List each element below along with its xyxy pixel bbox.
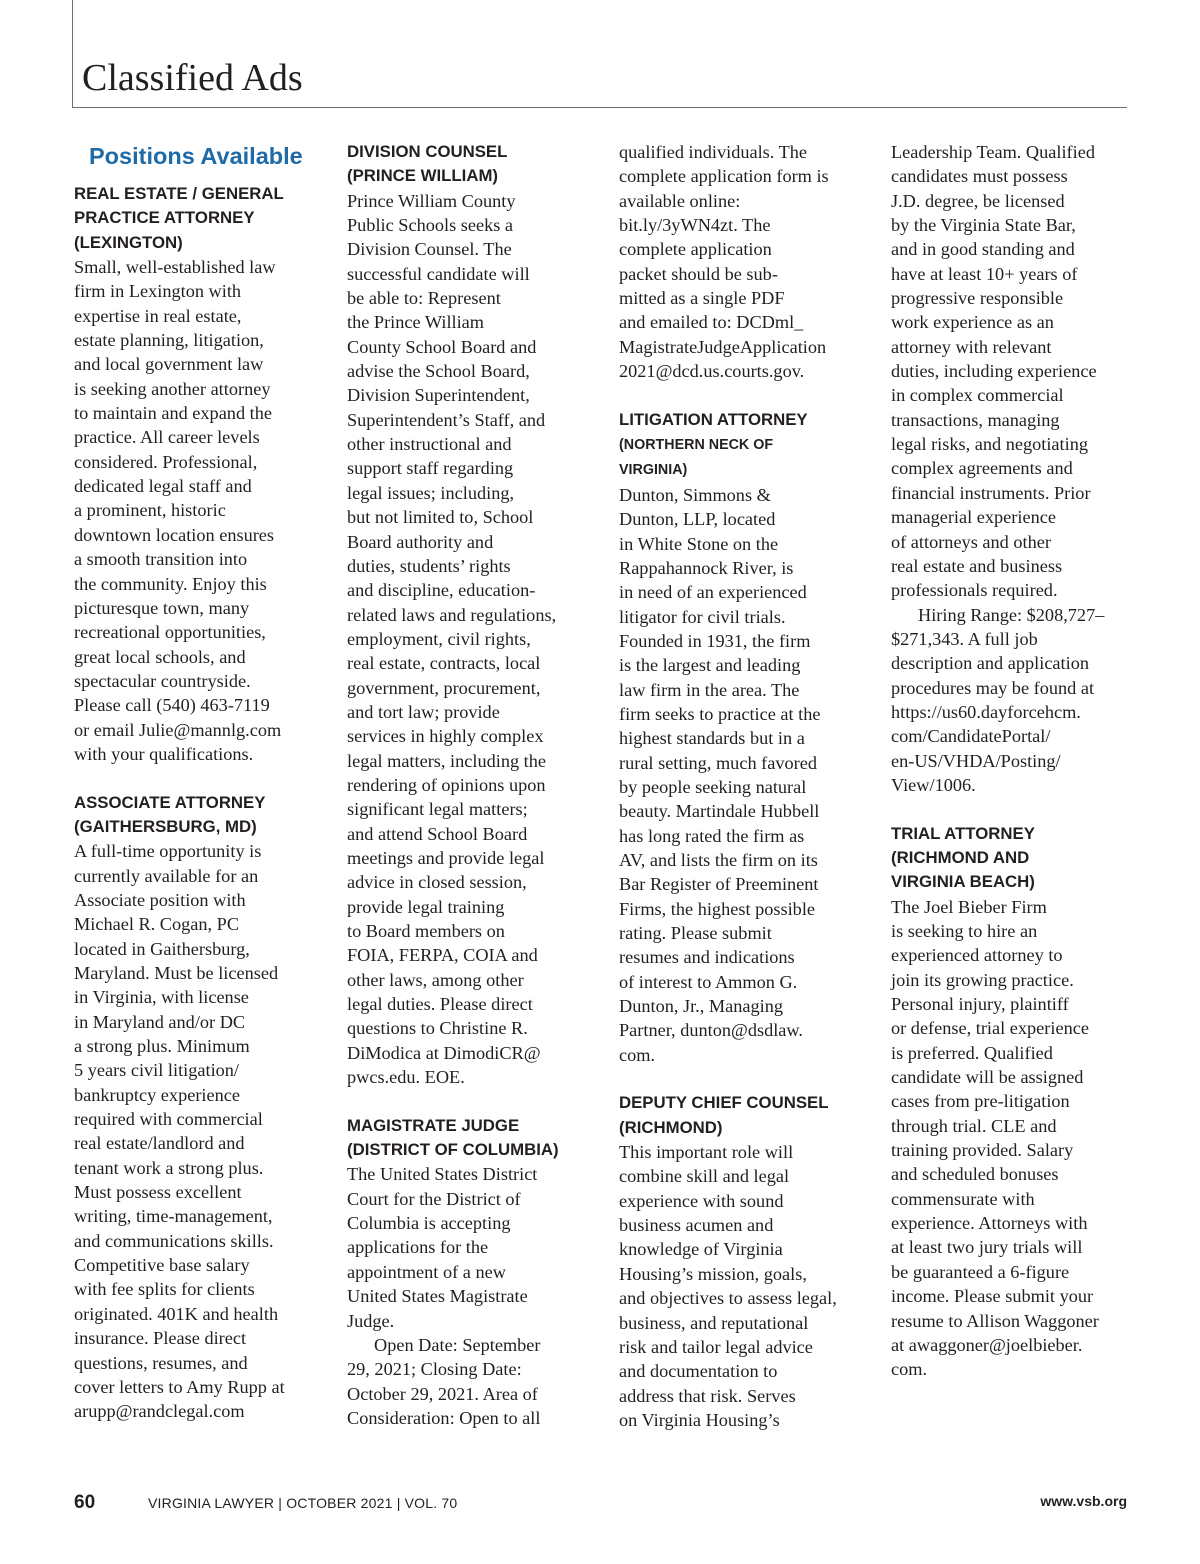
ad-title-line: LITIGATION ATTORNEY: [619, 409, 808, 429]
ad-text-line: applications for the: [347, 1237, 489, 1258]
ad-text-line: business acumen and: [619, 1215, 774, 1236]
ad-text-line: bankruptcy experience: [74, 1084, 240, 1105]
ad-text-line: downtown location ensures: [74, 524, 275, 545]
ad-text-line: and scheduled bonuses: [891, 1164, 1059, 1185]
ad-text-line: legal duties. Please direct: [347, 994, 533, 1015]
ad-text-line: com.: [619, 1044, 656, 1065]
ad-text-line: complete application: [619, 239, 772, 260]
ad-text-line: and documentation to: [619, 1361, 778, 1382]
ad-text-line: a smooth transition into: [74, 549, 248, 570]
ad-text-line: is seeking to hire an: [891, 921, 1038, 941]
ad-title: [619, 1091, 855, 1140]
ad-text-line: Dunton, Simmons &: [619, 484, 771, 505]
column-3: [619, 140, 855, 1457]
ad-paragraph: [891, 140, 1127, 603]
ad-text-line: have at least 10+ years of: [891, 263, 1078, 284]
ad-title-line: (LEXINGTON): [74, 232, 183, 252]
ad-text-line: with fee splits for clients: [74, 1279, 255, 1300]
ad-paragraph: [619, 1140, 855, 1432]
ad-text-line: procedures may be found at: [891, 677, 1095, 698]
ad-text-line: Public Schools seeks a: [347, 215, 514, 236]
ad-text-line: Firms, the highest possible: [619, 898, 816, 919]
ad-text-line: real estate/landlord and: [74, 1133, 245, 1154]
ad-text-line: Must possess excellent: [74, 1182, 242, 1203]
ad-text-line: Housing’s mission, goals,: [619, 1263, 807, 1284]
ad-text-line: Leadership Team. Qualified: [891, 142, 1095, 162]
ad-text-line: work experience as an: [891, 312, 1054, 333]
ad-text-line: writing, time-management,: [74, 1206, 273, 1227]
ad-text-line: experience. Attorneys with: [891, 1213, 1088, 1234]
ad-text-line: services in highly complex: [347, 726, 544, 747]
ad-text-line: bit.ly/3yWN4zt. The: [619, 215, 771, 236]
ad-text-line: experienced attorney to: [891, 945, 1063, 966]
ad-title-line: VIRGINIA BEACH): [891, 872, 1035, 892]
ad-text-line: and in good standing and: [891, 239, 1075, 260]
ad-text-line: appointment of a new: [347, 1261, 506, 1282]
ad-text-line: available online:: [619, 190, 741, 211]
ad-text-line: October 29, 2021. Area of: [347, 1383, 538, 1404]
ad-text-line: rendering of opinions upon: [347, 774, 546, 795]
ad-text-line: and objectives to assess legal,: [619, 1288, 837, 1309]
ad-text-line: real estate and business: [891, 555, 1063, 576]
ad-paragraph: [74, 255, 310, 766]
classified-ad: [619, 1091, 855, 1432]
ad-text-line: risk and tailor legal advice: [619, 1336, 813, 1357]
ad-text-line: and discipline, education-: [347, 580, 536, 601]
ad-text-line: Consideration: Open to all: [347, 1407, 541, 1428]
ad-title-line: (RICHMOND AND: [891, 847, 1030, 867]
ad-text-line: highest standards but in a: [619, 728, 805, 749]
ad-text-line: support staff regarding: [347, 458, 514, 479]
classified-ad: [74, 182, 310, 766]
ad-subtitle-line: (NORTHERN NECK OF: [619, 437, 774, 454]
ad-title-line: (GAITHERSBURG, MD): [74, 816, 257, 836]
ad-text-line: significant legal matters;: [347, 799, 528, 820]
ad-text-line: questions, resumes, and: [74, 1352, 248, 1373]
ad-text-line: dedicated legal staff and: [74, 476, 252, 497]
ad-text-line: address that risk. Serves: [619, 1385, 796, 1406]
ad-text-line: a prominent, historic: [74, 500, 226, 521]
ad-text-line: candidate will be assigned: [891, 1067, 1084, 1088]
ad-title-line: REAL ESTATE / GENERAL: [74, 184, 284, 203]
ad-text-line: government, procurement,: [347, 677, 541, 698]
ad-title: [74, 182, 310, 255]
ad-text-line: at least two jury trials will: [891, 1237, 1083, 1258]
ad-text-line: but not limited to, School: [347, 507, 534, 528]
ad-text-line: Rappahannock River, is: [619, 557, 794, 578]
ad-text-line: complex agreements and: [891, 458, 1073, 479]
ad-subtitle-line: VIRGINIA): [619, 462, 688, 479]
ad-text-line: income. Please submit your: [891, 1286, 1094, 1307]
column-4: [891, 140, 1127, 1406]
ad-text-line: law firm in the area. The: [619, 679, 800, 700]
ad-text-line: at awaggoner@joelbieber.: [891, 1334, 1083, 1355]
ad-text-line: be able to: Represent: [347, 288, 501, 309]
ad-text-line: currently available for an: [74, 865, 259, 886]
ad-text-line: The Joel Bieber Firm: [891, 896, 1047, 917]
ad-title-line: MAGISTRATE JUDGE: [347, 1115, 520, 1135]
ad-text-line: in Maryland and/or DC: [74, 1011, 246, 1032]
ad-text-line: 29, 2021; Closing Date:: [347, 1359, 522, 1380]
ad-text-line: in White Stone on the: [619, 533, 779, 554]
ad-title-line: DIVISION COUNSEL: [347, 142, 508, 161]
ad-text-line: candidates must possess: [891, 166, 1068, 187]
ad-text-line: Court for the District of: [347, 1188, 521, 1209]
column-2: [347, 140, 583, 1455]
ad-text-line: Open Date: September: [374, 1334, 541, 1355]
ad-text-line: tenant work a strong plus.: [74, 1157, 264, 1178]
classified-ad: [347, 140, 583, 1089]
ad-text-line: resume to Allison Waggoner: [891, 1310, 1099, 1331]
ad-text-line: $271,343. A full job: [891, 628, 1038, 649]
ad-text-line: qualified individuals. The: [619, 142, 808, 162]
ad-text-line: commensurate with: [891, 1188, 1035, 1209]
ad-text-line: related laws and regulations,: [347, 604, 557, 625]
ad-text-line: Personal injury, plaintiff: [891, 994, 1069, 1015]
ad-text-line: attorney with relevant: [891, 336, 1052, 357]
ad-text-line: en-US/VHDA/Posting/: [891, 750, 1061, 771]
ad-text-line: be guaranteed a 6-figure: [891, 1261, 1070, 1282]
ad-text-line: in complex commercial: [891, 385, 1064, 406]
ad-text-line: legal issues; including,: [347, 482, 515, 503]
ad-title-line: ASSOCIATE ATTORNEY: [74, 792, 266, 812]
ad-text-line: has long rated the firm as: [619, 825, 805, 846]
ad-text-line: and local government law: [74, 354, 264, 375]
ad-text-line: AV, and lists the firm on its: [619, 849, 818, 870]
ad-text-line: and emailed to: DCDml_: [619, 312, 804, 333]
ad-text-line: by people seeking natural: [619, 776, 807, 797]
ad-title-line: PRACTICE ATTORNEY: [74, 208, 255, 228]
ad-title: [74, 791, 310, 840]
ad-paragraph: [619, 140, 855, 383]
ad-text-line: managerial experience: [891, 507, 1056, 528]
website-link[interactable]: www.vsb.org: [1040, 1493, 1127, 1509]
ad-text-line: Superintendent’s Staff, and: [347, 409, 546, 430]
ad-text-line: expertise in real estate,: [74, 305, 242, 326]
classified-ad: [619, 140, 855, 383]
ad-text-line: 5 years civil litigation/: [74, 1060, 240, 1081]
ad-text-line: advice in closed session,: [347, 872, 527, 893]
ad-text-line: to maintain and expand the: [74, 403, 272, 424]
ad-text-line: considered. Professional,: [74, 451, 258, 472]
ad-text-line: duties, students’ rights: [347, 555, 511, 576]
ad-text-line: join its growing practice.: [891, 969, 1074, 990]
ad-text-line: required with commercial: [74, 1109, 263, 1130]
ad-text-line: Maryland. Must be licensed: [74, 963, 279, 983]
ad-text-line: is the largest and leading: [619, 655, 801, 676]
ad-text-line: description and application: [891, 653, 1089, 674]
ad-text-line: firm in Lexington with: [74, 281, 242, 302]
ad-text-line: picturesque town, many: [74, 597, 250, 618]
ad-text-line: a strong plus. Minimum: [74, 1036, 250, 1057]
ad-text-line: with your qualifications.: [74, 743, 254, 764]
page-number: 60: [74, 1492, 96, 1513]
header-vertical-rule: [72, 0, 73, 108]
column-1: [74, 140, 310, 1448]
ad-text-line: MagistrateJudgeApplication: [619, 336, 827, 357]
ad-text-line: practice. All career levels: [74, 427, 260, 448]
ad-text-line: successful candidate will: [347, 263, 530, 284]
ad-text-line: Hiring Range: $208,727–: [918, 604, 1105, 625]
ad-text-line: questions to Christine R.: [347, 1018, 528, 1039]
page-footer: [0, 1492, 1200, 1516]
ad-text-line: to Board members on: [347, 921, 505, 941]
ad-text-line: A full-time opportunity is: [74, 841, 262, 862]
ad-paragraph: [74, 839, 310, 1423]
ad-text-line: professionals required.: [891, 580, 1058, 601]
ad-title-line: (RICHMOND): [619, 1117, 723, 1137]
ad-text-line: insurance. Please direct: [74, 1328, 247, 1349]
ad-text-line: https://us60.dayforcehcm.: [891, 701, 1081, 722]
ad-text-line: Dunton, LLP, located: [619, 509, 776, 530]
ad-text-line: transactions, managing: [891, 409, 1060, 430]
ad-text-line: Small, well-established law: [74, 257, 276, 278]
ad-text-line: originated. 401K and health: [74, 1303, 279, 1324]
ad-text-line: legal matters, including the: [347, 750, 547, 771]
ad-text-line: in Virginia, with license: [74, 987, 249, 1008]
header-horizontal-rule: [72, 107, 1127, 108]
ad-text-line: com/CandidatePortal/: [891, 726, 1051, 747]
ad-text-line: beauty. Martindale Hubbell: [619, 801, 820, 822]
ad-title: [347, 140, 583, 189]
ad-text-line: advise the School Board,: [347, 361, 530, 382]
ad-text-line: of attorneys and other: [891, 531, 1051, 552]
ad-text-line: firm seeks to practice at the: [619, 703, 821, 724]
ad-text-line: mitted as a single PDF: [619, 288, 785, 309]
ad-text-line: knowledge of Virginia: [619, 1239, 783, 1260]
ad-text-line: Columbia is accepting: [347, 1213, 511, 1234]
ad-paragraph: [619, 483, 855, 1067]
ad-text-line: FOIA, FERPA, COIA and: [347, 945, 538, 966]
ad-text-line: employment, civil rights,: [347, 628, 531, 649]
ad-text-line: the Prince William: [347, 312, 485, 333]
ad-text-line: 2021@dcd.us.courts.gov.: [619, 361, 805, 382]
ad-text-line: combine skill and legal: [619, 1166, 790, 1187]
ad-text-line: Please call (540) 463-7119: [74, 695, 270, 716]
ad-text-line: View/1006.: [891, 774, 976, 795]
ad-text-line: cases from pre-litigation: [891, 1091, 1070, 1112]
ad-text-line: meetings and provide legal: [347, 847, 545, 868]
ad-text-line: Prince William County: [347, 190, 516, 211]
ad-text-line: The United States District: [347, 1164, 538, 1185]
ad-text-line: and tort law; provide: [347, 701, 500, 722]
ad-paragraph: [347, 1162, 583, 1332]
classified-ad: [347, 1114, 583, 1430]
ad-text-line: and attend School Board: [347, 823, 528, 844]
ad-text-line: and communications skills.: [74, 1230, 274, 1251]
ad-text-line: other instructional and: [347, 434, 512, 455]
ad-text-line: com.: [891, 1359, 928, 1380]
ad-text-line: packet should be sub-: [619, 263, 778, 284]
classified-ad: [891, 822, 1127, 1382]
ad-paragraph: [347, 1333, 583, 1430]
ad-title: [619, 408, 855, 483]
positions-available-heading: Positions Available: [89, 143, 303, 169]
ad-text-line: United States Magistrate: [347, 1286, 528, 1307]
ad-text-line: estate planning, litigation,: [74, 330, 264, 351]
ad-title-line: (DISTRICT OF COLUMBIA): [347, 1140, 559, 1160]
ad-text-line: Division Counsel. The: [347, 239, 512, 260]
ad-text-line: or defense, trial experience: [891, 1018, 1089, 1039]
ad-text-line: by the Virginia State Bar,: [891, 215, 1076, 236]
ad-text-line: business, and reputational: [619, 1312, 809, 1333]
ad-text-line: This important role will: [619, 1142, 794, 1163]
ad-text-line: cover letters to Amy Rupp at: [74, 1376, 285, 1397]
ad-text-line: located in Gaithersburg,: [74, 938, 250, 959]
ad-text-line: Associate position with: [74, 889, 246, 910]
ad-text-line: training provided. Salary: [891, 1140, 1074, 1161]
ad-text-line: complete application form is: [619, 166, 829, 187]
ad-text-line: legal risks, and negotiating: [891, 434, 1088, 455]
ad-text-line: recreational opportunities,: [74, 622, 266, 643]
ad-text-line: J.D. degree, be licensed: [891, 190, 1065, 211]
ad-text-line: Judge.: [347, 1310, 395, 1331]
ad-text-line: through trial. CLE and: [891, 1115, 1057, 1136]
section-title: Classified Ads: [82, 57, 303, 99]
ad-paragraph: [891, 603, 1127, 798]
ad-paragraph: [891, 895, 1127, 1382]
ad-text-line: experience with sound: [619, 1190, 784, 1211]
ad-text-line: Partner, dunton@dsdlaw.: [619, 1020, 803, 1041]
ad-text-line: progressive responsible: [891, 288, 1064, 309]
ad-title: [347, 1114, 583, 1163]
ad-text-line: Dunton, Jr., Managing: [619, 996, 784, 1017]
ad-text-line: DiModica at DimodiCR@: [347, 1042, 541, 1063]
ad-text-line: County School Board and: [347, 336, 537, 357]
ad-title-line: TRIAL ATTORNEY: [891, 823, 1035, 843]
ad-text-line: of interest to Ammon G.: [619, 971, 798, 992]
ad-title-line: DEPUTY CHIEF COUNSEL: [619, 1093, 829, 1113]
ad-paragraph: [347, 189, 583, 1090]
ad-text-line: great local schools, and: [74, 646, 246, 667]
ad-text-line: or email Julie@mannlg.com: [74, 719, 282, 740]
ad-text-line: pwcs.edu. EOE.: [347, 1067, 465, 1088]
ad-text-line: Division Superintendent,: [347, 385, 530, 406]
ad-text-line: spectacular countryside.: [74, 670, 251, 691]
ad-text-line: is preferred. Qualified: [891, 1042, 1053, 1063]
classified-ad: [619, 408, 855, 1067]
ad-title: [891, 822, 1127, 895]
ad-text-line: rating. Please submit: [619, 923, 772, 943]
classified-ad: [74, 791, 310, 1424]
ad-text-line: duties, including experience: [891, 361, 1097, 382]
ad-text-line: the community. Enjoy this: [74, 573, 267, 594]
ad-text-line: Board authority and: [347, 531, 494, 552]
ad-text-line: Founded in 1931, the firm: [619, 630, 811, 651]
ad-title-line: (PRINCE WILLIAM): [347, 166, 499, 186]
classified-ad: [891, 140, 1127, 797]
ad-text-line: real estate, contracts, local: [347, 653, 541, 674]
ad-text-line: resumes and indications: [619, 947, 795, 968]
ad-text-line: on Virginia Housing’s: [619, 1409, 780, 1430]
ad-text-line: arupp@randclegal.com: [74, 1401, 245, 1422]
ad-text-line: Competitive base salary: [74, 1255, 250, 1276]
ad-text-line: rural setting, much favored: [619, 752, 817, 773]
ad-text-line: is seeking another attorney: [74, 378, 271, 399]
ad-text-line: Michael R. Cogan, PC: [74, 914, 240, 935]
ad-text-line: Bar Register of Preeminent: [619, 874, 819, 895]
ad-text-line: provide legal training: [347, 896, 505, 917]
publication-info: VIRGINIA LAWYER | OCTOBER 2021 | VOL. 70: [148, 1495, 458, 1511]
ad-text-line: in need of an experienced: [619, 582, 807, 603]
ad-text-line: other laws, among other: [347, 969, 524, 990]
ad-text-line: litigator for civil trials.: [619, 606, 786, 627]
ad-text-line: financial instruments. Prior: [891, 482, 1091, 503]
